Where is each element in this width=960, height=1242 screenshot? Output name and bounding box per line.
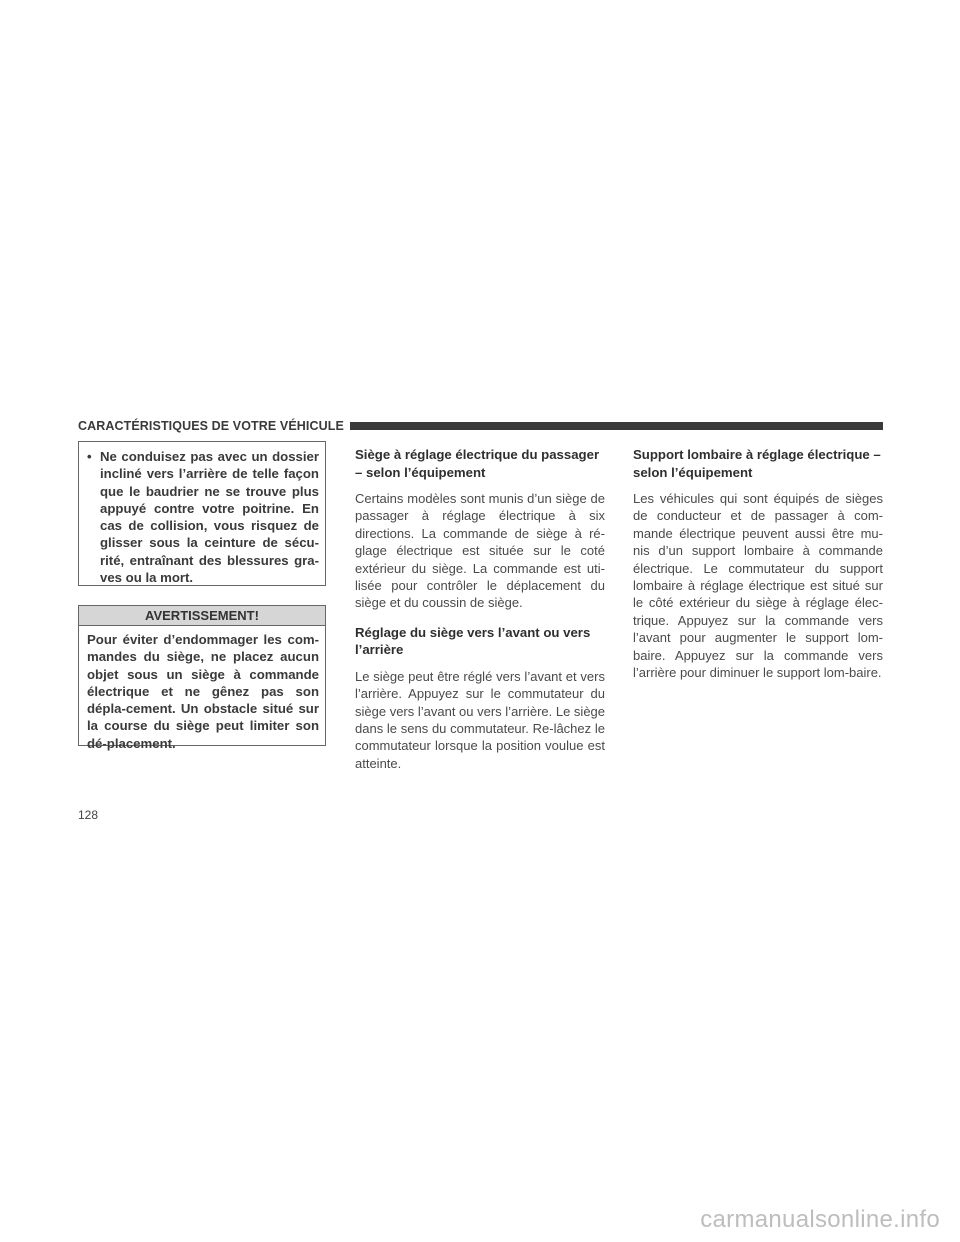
avertissement-text: Pour éviter d’endommager les com-mandes du siège, ne placez aucun objet sous un siège à commande électrique et ne gênez pas son dépla-cement. Un obstacle situé sur la course du siège peut limiter son dé-placement. <box>87 632 319 751</box>
warning-bullet-item <box>87 448 319 586</box>
column-passenger-seat <box>355 446 605 784</box>
paragraph-passenger-power-seat: Certains modèles sont munis d’un siège de passager à réglage électrique à six directions. La commande de siège à ré-glage électrique est située sur le coté extérieur du siège. La commande est uti-lisée pour contrôler le déplacement du siège et du coussin de siège. <box>355 491 605 611</box>
avertissement-box <box>78 605 326 751</box>
paragraph-lumbar-support: Les véhicules qui sont équipés de sièges de conducteur et de passager à com-mande électrique peuvent aussi être mu-nis d’un support lombaire à commande électrique. Le commutateur du support lombaire à réglage électrique est situé sur le côté extérieur du siège à réglage élec-trique. Appuyez sur la commande vers l’avant pour augmenter le support lom-baire. Appuyez sur la commande vers l’arrière pour diminuer le support lom-baire. <box>633 491 883 681</box>
bullet-icon: • <box>87 449 92 464</box>
section-title: CARACTÉRISTIQUES DE VOTRE VÉHICULE <box>78 419 344 433</box>
warning-bullet-text: Ne conduisez pas avec un dossier incliné vers l’arrière de telle façon que le baudrier ne se trouve plus appuyé contre votre poitrine. En cas de collision, vous risquez de glisser sous la ceinture de sécu-rité, entraînant des blessures gra-ves ou la mort. <box>100 449 319 586</box>
warning-bullet-box <box>78 441 326 586</box>
heading-forward-rearward: Réglage du siège vers l’avant ou vers l’arrière <box>355 624 591 658</box>
paragraph-forward-rearward: Le siège peut être réglé vers l’avant et vers l’arrière. Appuyez sur le commutateur du siège vers l’avant ou vers l’arrière. Le siège dans le sens du commutateur. Re-lâchez le commutateur lorsque la position voulue est atteinte. <box>355 668 606 771</box>
header-rule <box>350 422 883 430</box>
heading-passenger-power-seat: Siège à réglage électrique du passager – selon l’équipement <box>355 447 600 480</box>
section-header <box>78 417 883 435</box>
column-lumbar-support <box>633 446 883 693</box>
watermark: carmanualsonline.info <box>700 1206 940 1233</box>
heading-lumbar-support: Support lombaire à réglage électrique – selon l’équipement <box>633 447 881 480</box>
page-number: 128 <box>78 808 99 822</box>
avertissement-heading: AVERTISSEMENT! <box>79 606 325 626</box>
